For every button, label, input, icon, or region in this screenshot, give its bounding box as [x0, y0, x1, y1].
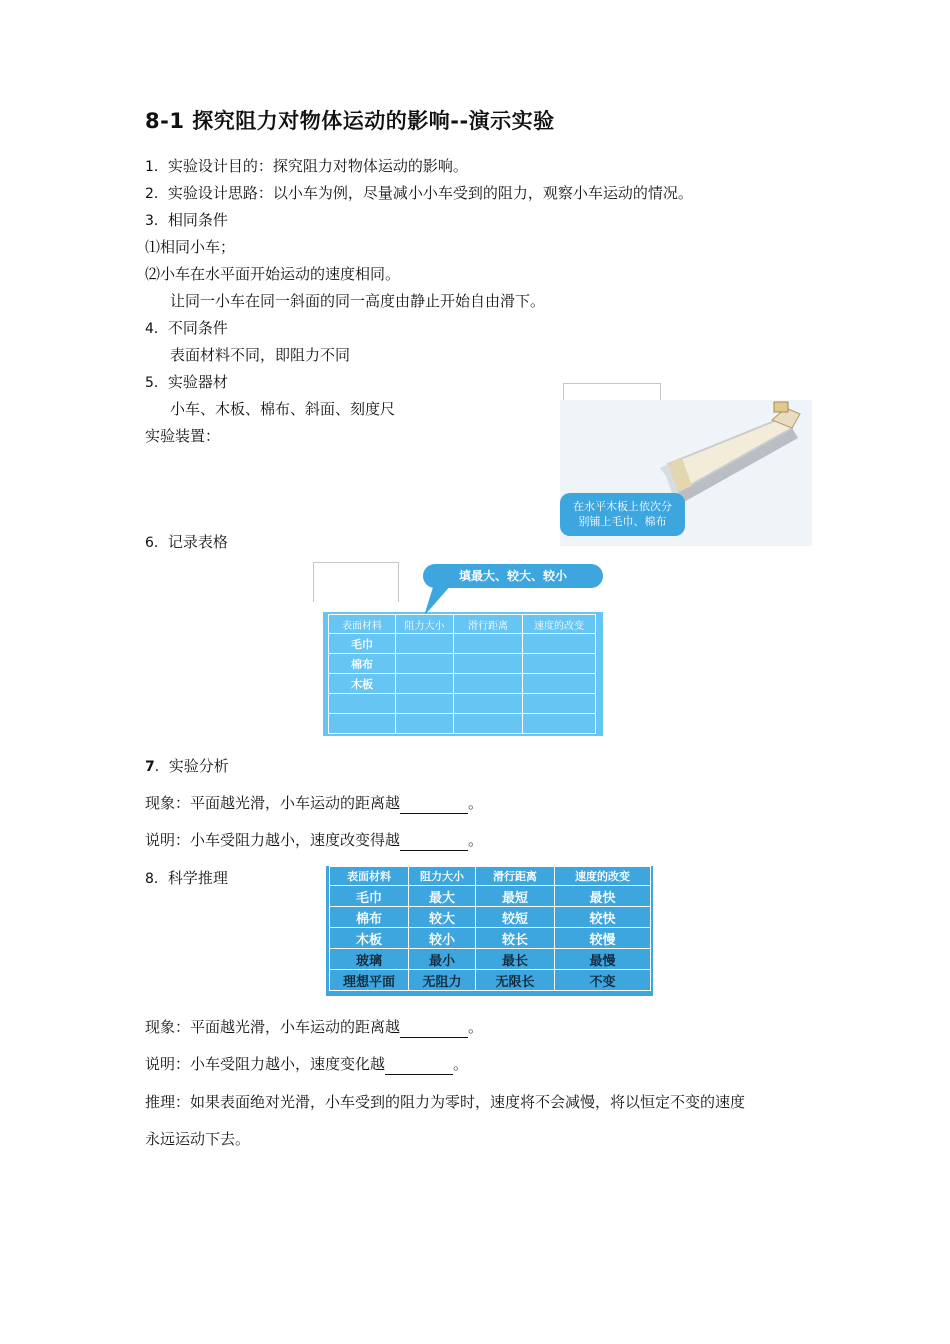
table-header-cell: 滑行距离: [476, 867, 555, 886]
apparatus-callout: 在水平木板上依次分 别铺上毛巾、棉布: [560, 493, 685, 536]
table-header-row: [329, 615, 596, 634]
item-7: 7．实验分析: [145, 757, 229, 775]
table-row: [329, 714, 596, 734]
item-3: 3．相同条件: [145, 211, 228, 229]
table-cell: 不变: [555, 970, 651, 991]
table-cell: [523, 674, 596, 694]
apparatus-label: 实验装置：: [145, 427, 221, 445]
table-row: [330, 907, 651, 928]
table-cell: [396, 634, 454, 654]
record-table: [328, 614, 596, 734]
item-8-c: 推理：如果表面绝对光滑，小车受到的阻力为零时，速度将不会减慢，将以恒定不变的速度: [145, 1093, 746, 1111]
item-3-b: ⑵小车在水平面开始运动的速度相同。: [145, 265, 401, 283]
table-row: [329, 634, 596, 654]
table-header-cell: 阻力大小: [409, 867, 476, 886]
table-cell: 玻璃: [330, 949, 409, 970]
table-cell: [329, 714, 396, 734]
table-header-row: [330, 867, 651, 886]
frame-line: [398, 562, 399, 602]
table-cell: [396, 654, 454, 674]
toy-cart: [774, 402, 788, 412]
table-cell: [329, 694, 396, 714]
table-header-cell: 速度的改变: [555, 867, 651, 886]
item-2: 2．实验设计思路：以小车为例，尽量减小小车受到的阻力，观察小车运动的情况。: [145, 184, 693, 202]
table-cell: [523, 634, 596, 654]
item-6: 6．记录表格: [145, 533, 228, 551]
item-1: 1．实验设计目的：探究阻力对物体运动的影响。: [145, 157, 468, 175]
frame-line: [313, 562, 399, 563]
table-cell: 棉布: [330, 907, 409, 928]
item-8: 8．科学推理: [145, 869, 228, 887]
reasoning-table: [329, 866, 651, 991]
table-cell: 最长: [476, 949, 555, 970]
table-cell: 最小: [409, 949, 476, 970]
table-cell: [523, 694, 596, 714]
table-header-cell: 表面材料: [329, 615, 396, 634]
item-5-a: 小车、木板、棉布、斜面、刻度尺: [170, 400, 396, 418]
hint-bubble: 填最大、较大、较小: [423, 564, 603, 588]
table-cell: 无阻力: [409, 970, 476, 991]
table-cell: 较快: [555, 907, 651, 928]
table-cell: 毛巾: [330, 886, 409, 907]
table-cell: 毛巾: [329, 634, 396, 654]
frame-line: [313, 562, 314, 602]
table-cell: 最短: [476, 886, 555, 907]
table-cell: 木板: [330, 928, 409, 949]
bubble-pointer: [420, 584, 460, 618]
bubble-pointer-shape: [424, 584, 452, 616]
table-row: [330, 949, 651, 970]
item-8-b: 说明：小车受阻力越小，速度变化越 。: [145, 1055, 469, 1073]
table-cell: [523, 654, 596, 674]
table-header-cell: 速度的改变: [523, 615, 596, 634]
table-cell: [454, 714, 523, 734]
item-8-a: 现象：平面越光滑，小车运动的距离越 。: [145, 1018, 484, 1036]
table-cell: 棉布: [329, 654, 396, 674]
table-cell: [396, 674, 454, 694]
table-cell: 木板: [329, 674, 396, 694]
table-cell: 最快: [555, 886, 651, 907]
table-cell: 较大: [409, 907, 476, 928]
answer-blank[interactable]: [400, 797, 468, 814]
answer-blank[interactable]: [385, 1058, 453, 1075]
table-cell: [454, 674, 523, 694]
table-header-cell: 阻力大小: [396, 615, 454, 634]
table-row: [330, 928, 651, 949]
table-cell: 无限长: [476, 970, 555, 991]
item-3-a: ⑴相同小车；: [145, 238, 236, 256]
table-cell: [454, 654, 523, 674]
answer-blank[interactable]: [400, 834, 468, 851]
item-4-a: 表面材料不同，即阻力不同: [170, 346, 351, 364]
table-cell: [454, 634, 523, 654]
item-7-b: 说明：小车受阻力越小，速度改变得越 。: [145, 831, 484, 849]
table-cell: 最大: [409, 886, 476, 907]
item-3-c: 让同一小车在同一斜面的同一高度由静止开始自由滑下。: [170, 292, 546, 310]
table-row: [329, 694, 596, 714]
item-8-d: 永远运动下去。: [145, 1130, 251, 1148]
table-cell: [396, 694, 454, 714]
item-7-a: 现象：平面越光滑，小车运动的距离越 。: [145, 794, 484, 812]
table-cell: [396, 714, 454, 734]
table-cell: 最慢: [555, 949, 651, 970]
table-row: [330, 970, 651, 991]
table-cell: 较长: [476, 928, 555, 949]
page-title: 8-1 探究阻力对物体运动的影响--演示实验: [145, 109, 555, 133]
frame-line: [563, 383, 661, 384]
table-cell: 较小: [409, 928, 476, 949]
table-cell: 理想平面: [330, 970, 409, 991]
table-row: [330, 886, 651, 907]
table-header-cell: 表面材料: [330, 867, 409, 886]
table-cell: [454, 694, 523, 714]
item-4: 4．不同条件: [145, 319, 228, 337]
table-row: [329, 654, 596, 674]
table-header-cell: 滑行距离: [454, 615, 523, 634]
table-cell: 较短: [476, 907, 555, 928]
item-5: 5．实验器材: [145, 373, 228, 391]
table-cell: 较慢: [555, 928, 651, 949]
answer-blank[interactable]: [400, 1021, 468, 1038]
table-cell: [523, 714, 596, 734]
table-row: [329, 674, 596, 694]
